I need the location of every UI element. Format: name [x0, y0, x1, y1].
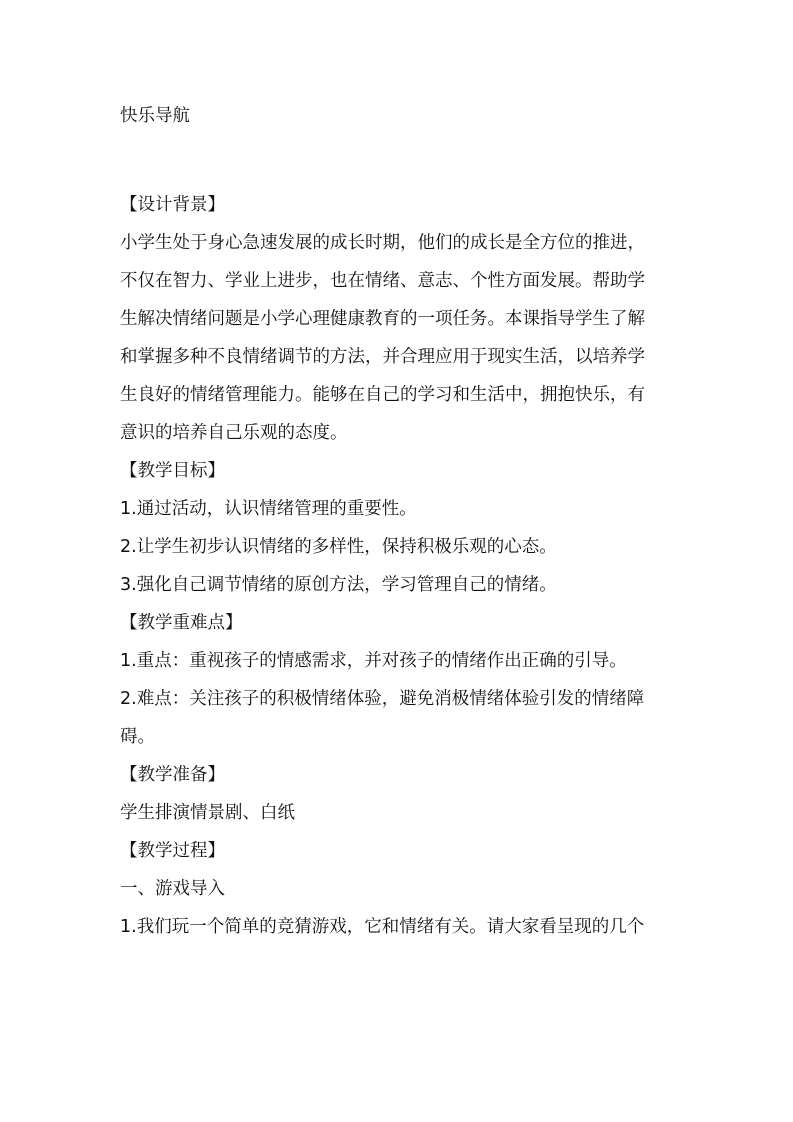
paragraph-line: 1.我们玩一个简单的竞猜游戏，它和情绪有关。请大家看呈现的几个: [120, 917, 645, 937]
paragraph-line: 学生排演情景剧、白纸: [120, 803, 295, 823]
section-heading: 【设计背景】: [120, 195, 225, 215]
paragraph-line: 不仅在智力、学业上进步，也在情绪、意志、个性方面发展。帮助学: [120, 271, 645, 291]
list-item: 2.难点：关注孩子的积极情绪体验，避免消极情绪体验引发的情绪障: [120, 689, 645, 709]
design-background-section: [120, 186, 680, 946]
list-item: 2.让学生初步认识情绪的多样性，保持积极乐观的心态。: [120, 537, 557, 557]
paragraph-line: 生解决情绪问题是小学心理健康教育的一项任务。本课指导学生了解: [120, 309, 645, 329]
list-item: 1.重点：重视孩子的情感需求，并对孩子的情绪作出正确的引导。: [120, 651, 627, 671]
subheading: 一、游戏导入: [120, 879, 225, 899]
paragraph-line: 和掌握多种不良情绪调节的方法，并合理应用于现实生活，以培养学: [120, 347, 645, 367]
section-heading: 【教学准备】: [120, 765, 225, 785]
paragraph-line: 生良好的情绪管理能力。能够在自己的学习和生活中，拥抱快乐，有: [120, 385, 645, 405]
section-heading: 【教学目标】: [120, 461, 225, 481]
paragraph-line: 小学生处于身心急速发展的成长时期，他们的成长是全方位的推进，: [120, 233, 645, 253]
list-item: 1.通过活动，认识情绪管理的重要性。: [120, 499, 417, 519]
list-item: 3.强化自己调节情绪的原创方法，学习管理自己的情绪。: [120, 575, 557, 595]
list-item: 碍。: [120, 727, 155, 747]
document-title: 快乐导航: [120, 106, 190, 126]
section-heading: 【教学过程】: [120, 841, 225, 861]
paragraph-line: 意识的培养自己乐观的态度。: [120, 423, 348, 443]
section-heading: 【教学重难点】: [120, 613, 243, 633]
